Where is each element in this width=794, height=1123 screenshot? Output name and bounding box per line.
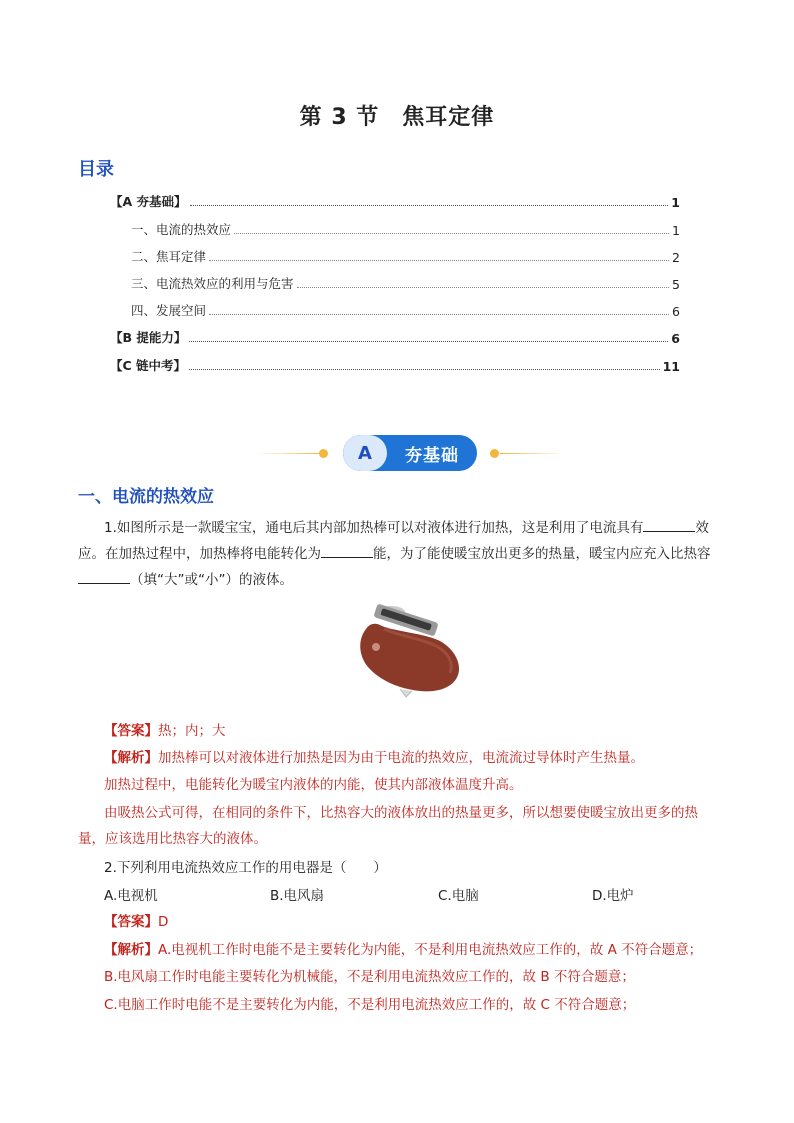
answer-blank bbox=[321, 543, 373, 558]
q1-analysis-line: 加热过程中，电能转化为暖宝内液体的内能，使其内部液体温度升高。 bbox=[104, 777, 523, 793]
toc-item-label: 【B 提能力】 bbox=[110, 330, 187, 345]
toc-leader-dots bbox=[189, 341, 668, 342]
section-banner bbox=[343, 435, 477, 471]
toc-item-label: 一、电流的热效应 bbox=[131, 222, 232, 237]
question-2: 2.下列利用电流热效应工作的用电器是（ ） bbox=[104, 860, 387, 876]
toc-item[interactable] bbox=[131, 299, 680, 319]
toc-item[interactable] bbox=[110, 326, 680, 346]
banner-line-right bbox=[500, 453, 565, 454]
toc-item-page: 6 bbox=[671, 331, 680, 346]
answer-blank bbox=[643, 517, 695, 532]
q1-analysis-line: 由吸热公式可得，在相同的条件下，比热容大的液体放出的热量更多，所以想要使暖宝放出更多的热量，应该选用比热容大的液体。 bbox=[78, 805, 698, 847]
question-1: 1.如图所示是一款暖宝宝，通电后其内部加热棒可以对液体进行加热，这是利用了电流具有 效应。在加热过程中，加热棒将电能转化为 能，为了能使暖宝放出更多的热量，暖宝内应充入比热容（填“大”或“小”）的液体。 bbox=[78, 515, 718, 593]
toc-leader-dots bbox=[190, 205, 669, 206]
page-title: 第 3 节 焦耳定律 bbox=[299, 105, 495, 130]
toc-item-label: 二、焦耳定律 bbox=[131, 249, 207, 264]
banner-dot-left bbox=[319, 449, 328, 458]
toc-leader-dots bbox=[234, 233, 669, 234]
banner-line-left bbox=[255, 453, 325, 454]
toc-item-label: 三、电流热效应的利用与危害 bbox=[131, 276, 294, 291]
toc-item-page: 11 bbox=[662, 359, 680, 374]
section-heading: 一、电流的热效应 bbox=[78, 487, 214, 507]
toc-leader-dots bbox=[209, 260, 669, 261]
toc-item-label: 【C 链中考】 bbox=[110, 358, 187, 373]
toc-item-page: 6 bbox=[672, 304, 680, 319]
toc-item-page: 2 bbox=[672, 250, 680, 265]
banner-text: 夯基础 bbox=[405, 445, 459, 466]
option-b: B.电风扇 bbox=[270, 888, 325, 904]
toc-item[interactable] bbox=[110, 190, 680, 210]
q2-analysis-line: B.电风扇工作时电能主要转化为机械能，不是利用电流热效应工作的，故 B 不符合题意； bbox=[104, 969, 635, 985]
toc-item[interactable] bbox=[110, 354, 680, 374]
toc-item-page: 1 bbox=[672, 223, 680, 238]
toc-item[interactable] bbox=[131, 218, 680, 238]
banner-letter: A bbox=[343, 435, 387, 471]
answer-blank bbox=[78, 569, 130, 584]
q2-analysis-line: C.电脑工作时电能不是主要转化为内能，不是利用电流热效应工作的，故 C 不符合题意； bbox=[104, 997, 636, 1013]
q2-answer: 【答案】D bbox=[104, 914, 169, 930]
toc-heading: 目录 bbox=[78, 159, 114, 180]
option-d: D.电炉 bbox=[592, 888, 634, 904]
q1-analysis: 【解析】加热棒可以对液体进行加热是因为由于电流的热效应，电流流过导体时产生热量。 bbox=[104, 750, 644, 766]
toc-leader-dots bbox=[209, 314, 669, 315]
toc-leader-dots bbox=[189, 369, 660, 370]
toc-item[interactable] bbox=[131, 272, 680, 292]
banner-dot-right bbox=[490, 449, 499, 458]
toc-item-label: 四、发展空间 bbox=[131, 303, 207, 318]
option-c: C.电脑 bbox=[438, 888, 479, 904]
q1-answer: 【答案】热；内；大 bbox=[104, 723, 226, 739]
option-a: A.电视机 bbox=[104, 888, 158, 904]
q2-analysis: 【解析】A.电视机工作时电能不是主要转化为内能，不是利用电流热效应工作的，故 A 不符合题意； bbox=[104, 942, 703, 958]
hot-water-bag-image bbox=[350, 603, 466, 699]
toc-item-page: 5 bbox=[672, 277, 680, 292]
toc-item-page: 1 bbox=[671, 195, 680, 210]
toc-item-label: 【A 夯基础】 bbox=[110, 194, 187, 209]
toc-item[interactable] bbox=[131, 245, 680, 265]
toc-leader-dots bbox=[297, 287, 670, 288]
